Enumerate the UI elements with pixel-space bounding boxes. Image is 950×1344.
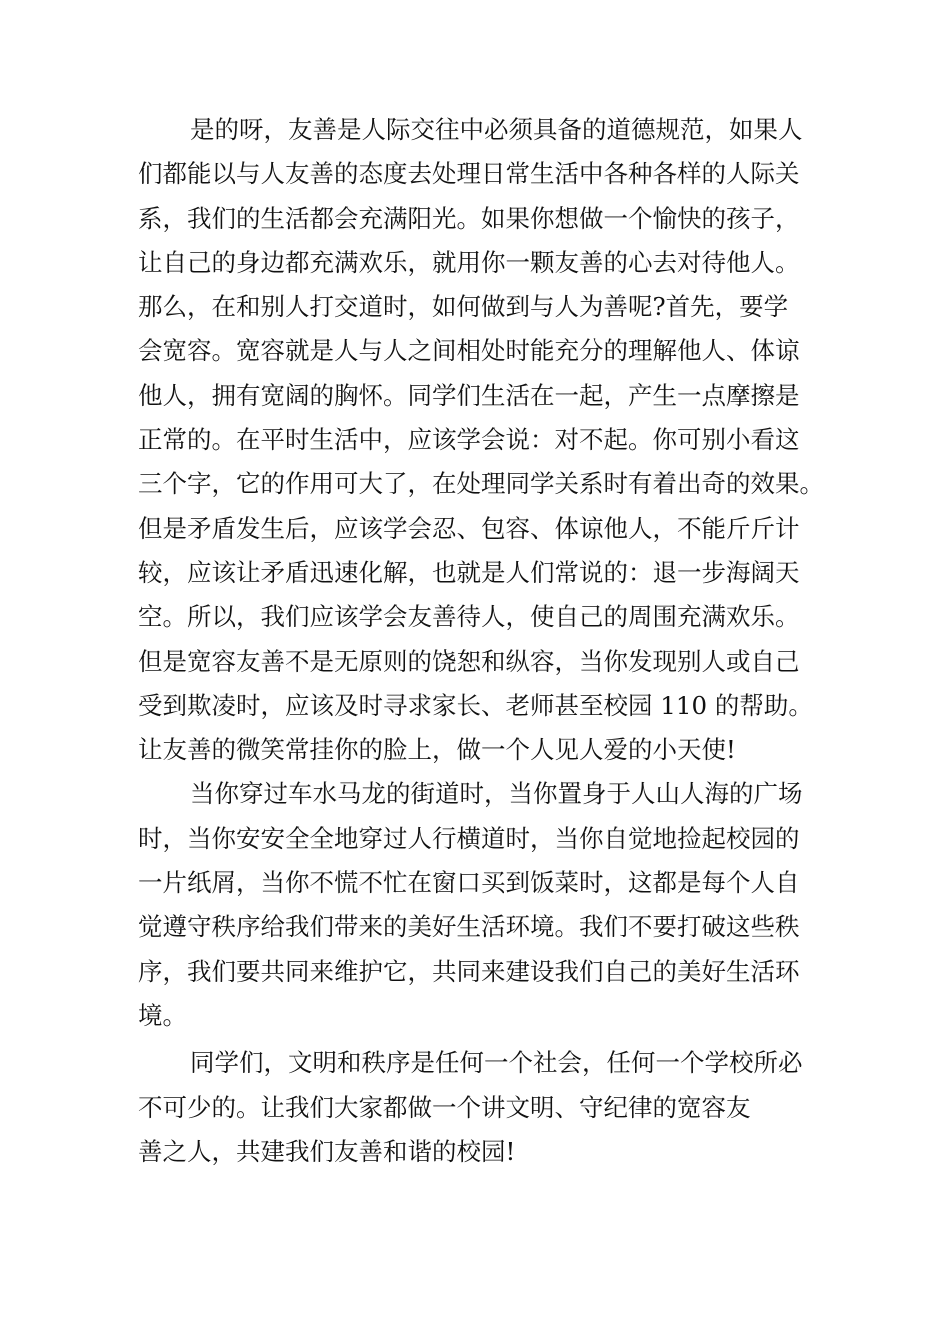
paragraph-line: 正常的。在平时生活中，应该学会说：对不起。你可别小看这 xyxy=(138,425,800,455)
paragraph-friendliness xyxy=(138,108,858,772)
paragraph-line: 较，应该让矛盾迅速化解，也就是人们常说的：退一步海阔天 xyxy=(138,557,800,587)
paragraph-line: 善之人，共建我们友善和谐的校园! xyxy=(138,1136,516,1166)
paragraph-line: 时，当你安安全全地穿过人行横道时，当你自觉地捡起校园的 xyxy=(138,823,800,853)
paragraph-line: 会宽容。宽容就是人与人之间相处时能充分的理解他人、体谅 xyxy=(138,336,800,366)
paragraph-line: 但是矛盾发生后，应该学会忍、包容、体谅他人，不能斤斤计 xyxy=(138,513,800,543)
paragraph-line: 觉遵守秩序给我们带来的美好生活环境。我们不要打破这些秩 xyxy=(138,912,800,942)
paragraph-line: 那么，在和别人打交道时，如何做到与人为善呢?首先，要学 xyxy=(138,292,789,322)
paragraph-line: 系，我们的生活都会充满阳光。如果你想做一个愉快的孩子， xyxy=(138,203,800,233)
document-body xyxy=(138,108,858,1174)
paragraph-conclusion xyxy=(138,1041,858,1174)
paragraph-line: 空。所以，我们应该学会友善待人，使自己的周围充满欢乐。 xyxy=(138,602,800,632)
paragraph-line: 受到欺凌时，应该及时寻求家长、老师甚至校园 110 的帮助。 xyxy=(138,690,813,720)
paragraph-line: 们都能以与人友善的态度去处理日常生活中各种各样的人际关 xyxy=(138,159,800,189)
paragraph-line: 让自己的身边都充满欢乐，就用你一颗友善的心去对待他人。 xyxy=(138,247,800,277)
paragraph-line: 同学们，文明和秩序是任何一个社会，任何一个学校所必 xyxy=(190,1048,803,1078)
paragraph-line: 境。 xyxy=(138,1000,187,1030)
paragraph-line: 序，我们要共同来维护它，共同来建设我们自己的美好生活环 xyxy=(138,956,800,986)
paragraph-line: 让友善的微笑常挂你的脸上，做一个人见人爱的小天使! xyxy=(138,735,736,765)
paragraph-line: 不可少的。让我们大家都做一个讲文明、守纪律的宽容友 xyxy=(138,1092,751,1122)
paragraph-line: 一片纸屑，当你不慌不忙在窗口买到饭菜时，这都是每个人自 xyxy=(138,868,800,898)
paragraph-order xyxy=(138,772,858,1038)
paragraph-line: 三个字，它的作用可大了，在处理同学关系时有着出奇的效果。 xyxy=(138,469,824,499)
paragraph-line: 他人，拥有宽阔的胸怀。同学们生活在一起，产生一点摩擦是 xyxy=(138,380,800,410)
paragraph-line: 当你穿过车水马龙的街道时，当你置身于人山人海的广场 xyxy=(190,779,803,809)
paragraph-line: 是的呀，友善是人际交往中必须具备的道德规范，如果人 xyxy=(190,115,803,144)
paragraph-line: 但是宽容友善不是无原则的饶恕和纵容，当你发现别人或自己 xyxy=(138,646,800,676)
